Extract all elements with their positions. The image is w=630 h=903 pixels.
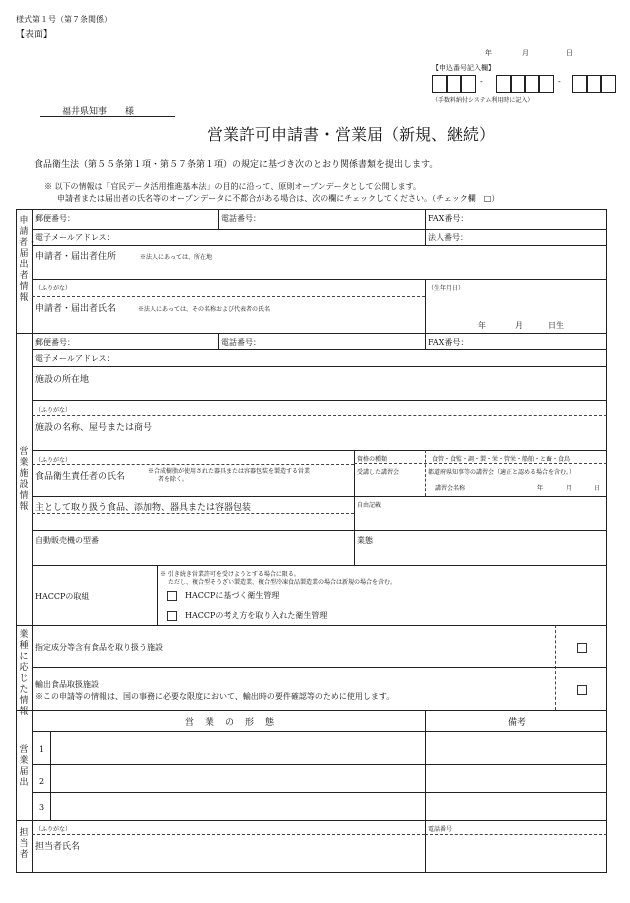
manager-note-1: ※合成樹脂が使用された器具または容器包装を製造する営業: [148, 468, 311, 475]
applicant-corp-number-label: 法人番号：: [428, 233, 468, 242]
applicant-email-label: 電子メールアドレス：: [35, 233, 115, 242]
facility-phone-label: 電話番号：: [221, 338, 261, 347]
application-number-note: （手数料納付システム利用時に記入）: [432, 97, 534, 104]
birth-day-label: 日生: [548, 321, 564, 330]
applicant-postal-label: 郵便番号：: [35, 214, 75, 223]
haccp-option-1-checkbox[interactable]: [167, 591, 177, 601]
export-facility-checkbox[interactable]: [577, 685, 587, 695]
business-notice-section-label: 営業届出: [19, 745, 29, 788]
designated-ingredient-label: 指定成分等含有食品を取り扱う施設: [35, 643, 163, 652]
date-month-label: 月: [522, 49, 529, 57]
business-type-label: 業態: [357, 536, 373, 545]
business-form-header: 営 業 の 形 態: [185, 718, 276, 728]
applicant-address-note: ※法人にあっては、所在地: [140, 254, 212, 261]
facility-furigana-label: （ふりがな）: [35, 407, 72, 414]
date-year-label: 年: [485, 49, 492, 57]
applicant-name-label: 申請者・届出者氏名: [35, 304, 117, 314]
applicant-furigana-label: （ふりがな）: [35, 285, 72, 292]
course-month-label: 月: [566, 485, 573, 492]
course-label: 受講した講習会: [357, 469, 400, 476]
dash-1: -: [480, 77, 483, 86]
business-row-3-number: 3: [39, 803, 45, 812]
facility-postal-label: 郵便番号：: [35, 338, 75, 347]
form-side: 【表面】: [16, 30, 53, 40]
contact-furigana-label: （ふりがな）: [35, 826, 72, 833]
course-day-label: 日: [594, 485, 601, 492]
contact-name-label: 担当者氏名: [35, 842, 81, 852]
intro-text: 食品衛生法（第５５条第１項・第５７条第１項）の規定に基づき次のとおり関係書類を提出します。: [34, 160, 439, 170]
birth-month-label: 月: [515, 321, 523, 330]
haccp-option-2-label: HACCPの考え方を取り入れた衛生管理: [185, 611, 328, 620]
facility-fax-label: FAX番号：: [428, 338, 469, 347]
date-day-label: 日: [566, 49, 573, 57]
manager-furigana-label: （ふりがな）: [35, 457, 72, 464]
facility-email-label: 電子メールアドレス：: [35, 354, 115, 363]
application-number-label: 【申込番号記入欄】: [432, 64, 495, 72]
applicant-address-label: 申請者・届出者住所: [35, 252, 117, 262]
export-facility-label: 輸出食品取扱施設: [35, 680, 99, 689]
applicant-section-label: 申請者・届出者情報: [19, 216, 38, 303]
vending-model-label: 自動販売機の型番: [35, 536, 99, 545]
applicant-phone-label: 電話番号：: [221, 214, 261, 223]
applicant-birth-label: （生年月日）: [428, 285, 465, 292]
open-data-notice-1: ※ 以下の情報は「官民データ活用推進基本法」の目的に沿って、原則オープンデータとして公開します。: [44, 182, 422, 191]
applicant-name-note: ※法人にあっては、その名称および代表者の氏名: [138, 306, 270, 313]
birth-year-label: 年: [478, 321, 486, 330]
manager-name-label: 食品衛生責任者の氏名: [35, 472, 126, 482]
free-entry-label: 自由記載: [357, 502, 382, 509]
dash-2: -: [558, 77, 561, 86]
course-name-label: 講習会名称: [435, 485, 466, 492]
haccp-note-1: ※ 引き続き営業許可を受けようとする場合に限る。: [160, 571, 300, 578]
manager-note-2: 者を除く。: [158, 476, 188, 483]
industry-section-label: 業種に応じた情報: [19, 630, 29, 717]
haccp-label: HACCPの取組: [35, 592, 90, 601]
addressee: 福井県知事 様: [62, 107, 135, 117]
facility-location-label: 施設の所在地: [35, 375, 90, 385]
course-note: 都道府県知事等の講習会（適正と認める場合を含む。）: [428, 469, 576, 476]
haccp-note-2: ただし、複合型そうざい製造業、複合型冷凍食品製造業の場合は新規の場合を含む。: [168, 579, 397, 586]
facility-section-label: 営業施設情報: [19, 447, 29, 512]
form-number: 様式第１号（第７条関係）: [16, 15, 112, 24]
facility-name-label: 施設の名称、屋号または商号: [35, 423, 153, 433]
qualification-type-label: 資格の種類: [357, 456, 388, 463]
contact-section-label: 担当者: [19, 828, 29, 860]
export-facility-note: ※この申請等の情報は、国の事務に必要な限度において、輸出時の要件確認等のために使用します。: [35, 692, 395, 701]
haccp-option-2-checkbox[interactable]: [167, 611, 177, 621]
course-year-label: 年: [537, 485, 544, 492]
contact-phone-label: 電話番号: [428, 826, 453, 833]
applicant-fax-label: FAX番号：: [428, 214, 469, 223]
remarks-header: 備考: [508, 718, 527, 728]
business-row-1-number: 1: [39, 745, 45, 754]
form-title: 営業許可申請書・営業届（新規、継続）: [207, 125, 496, 144]
haccp-option-1-label: HACCPに基づく衛生管理: [185, 591, 280, 600]
designated-ingredient-checkbox[interactable]: [577, 643, 587, 653]
open-data-notice-2[interactable]: 申請者または届出者の氏名等のオープンデータに不都合がある場合は、次の欄にチェックしてください。（チェック欄 □）: [57, 194, 500, 203]
main-goods-label: 主として取り扱う食品、添加物、器具または容器包装: [35, 503, 252, 513]
qualification-options: 食管・食監・調・製・栄・管栄・船舶・と畜・食鳥: [432, 456, 571, 463]
business-row-2-number: 2: [39, 777, 45, 786]
